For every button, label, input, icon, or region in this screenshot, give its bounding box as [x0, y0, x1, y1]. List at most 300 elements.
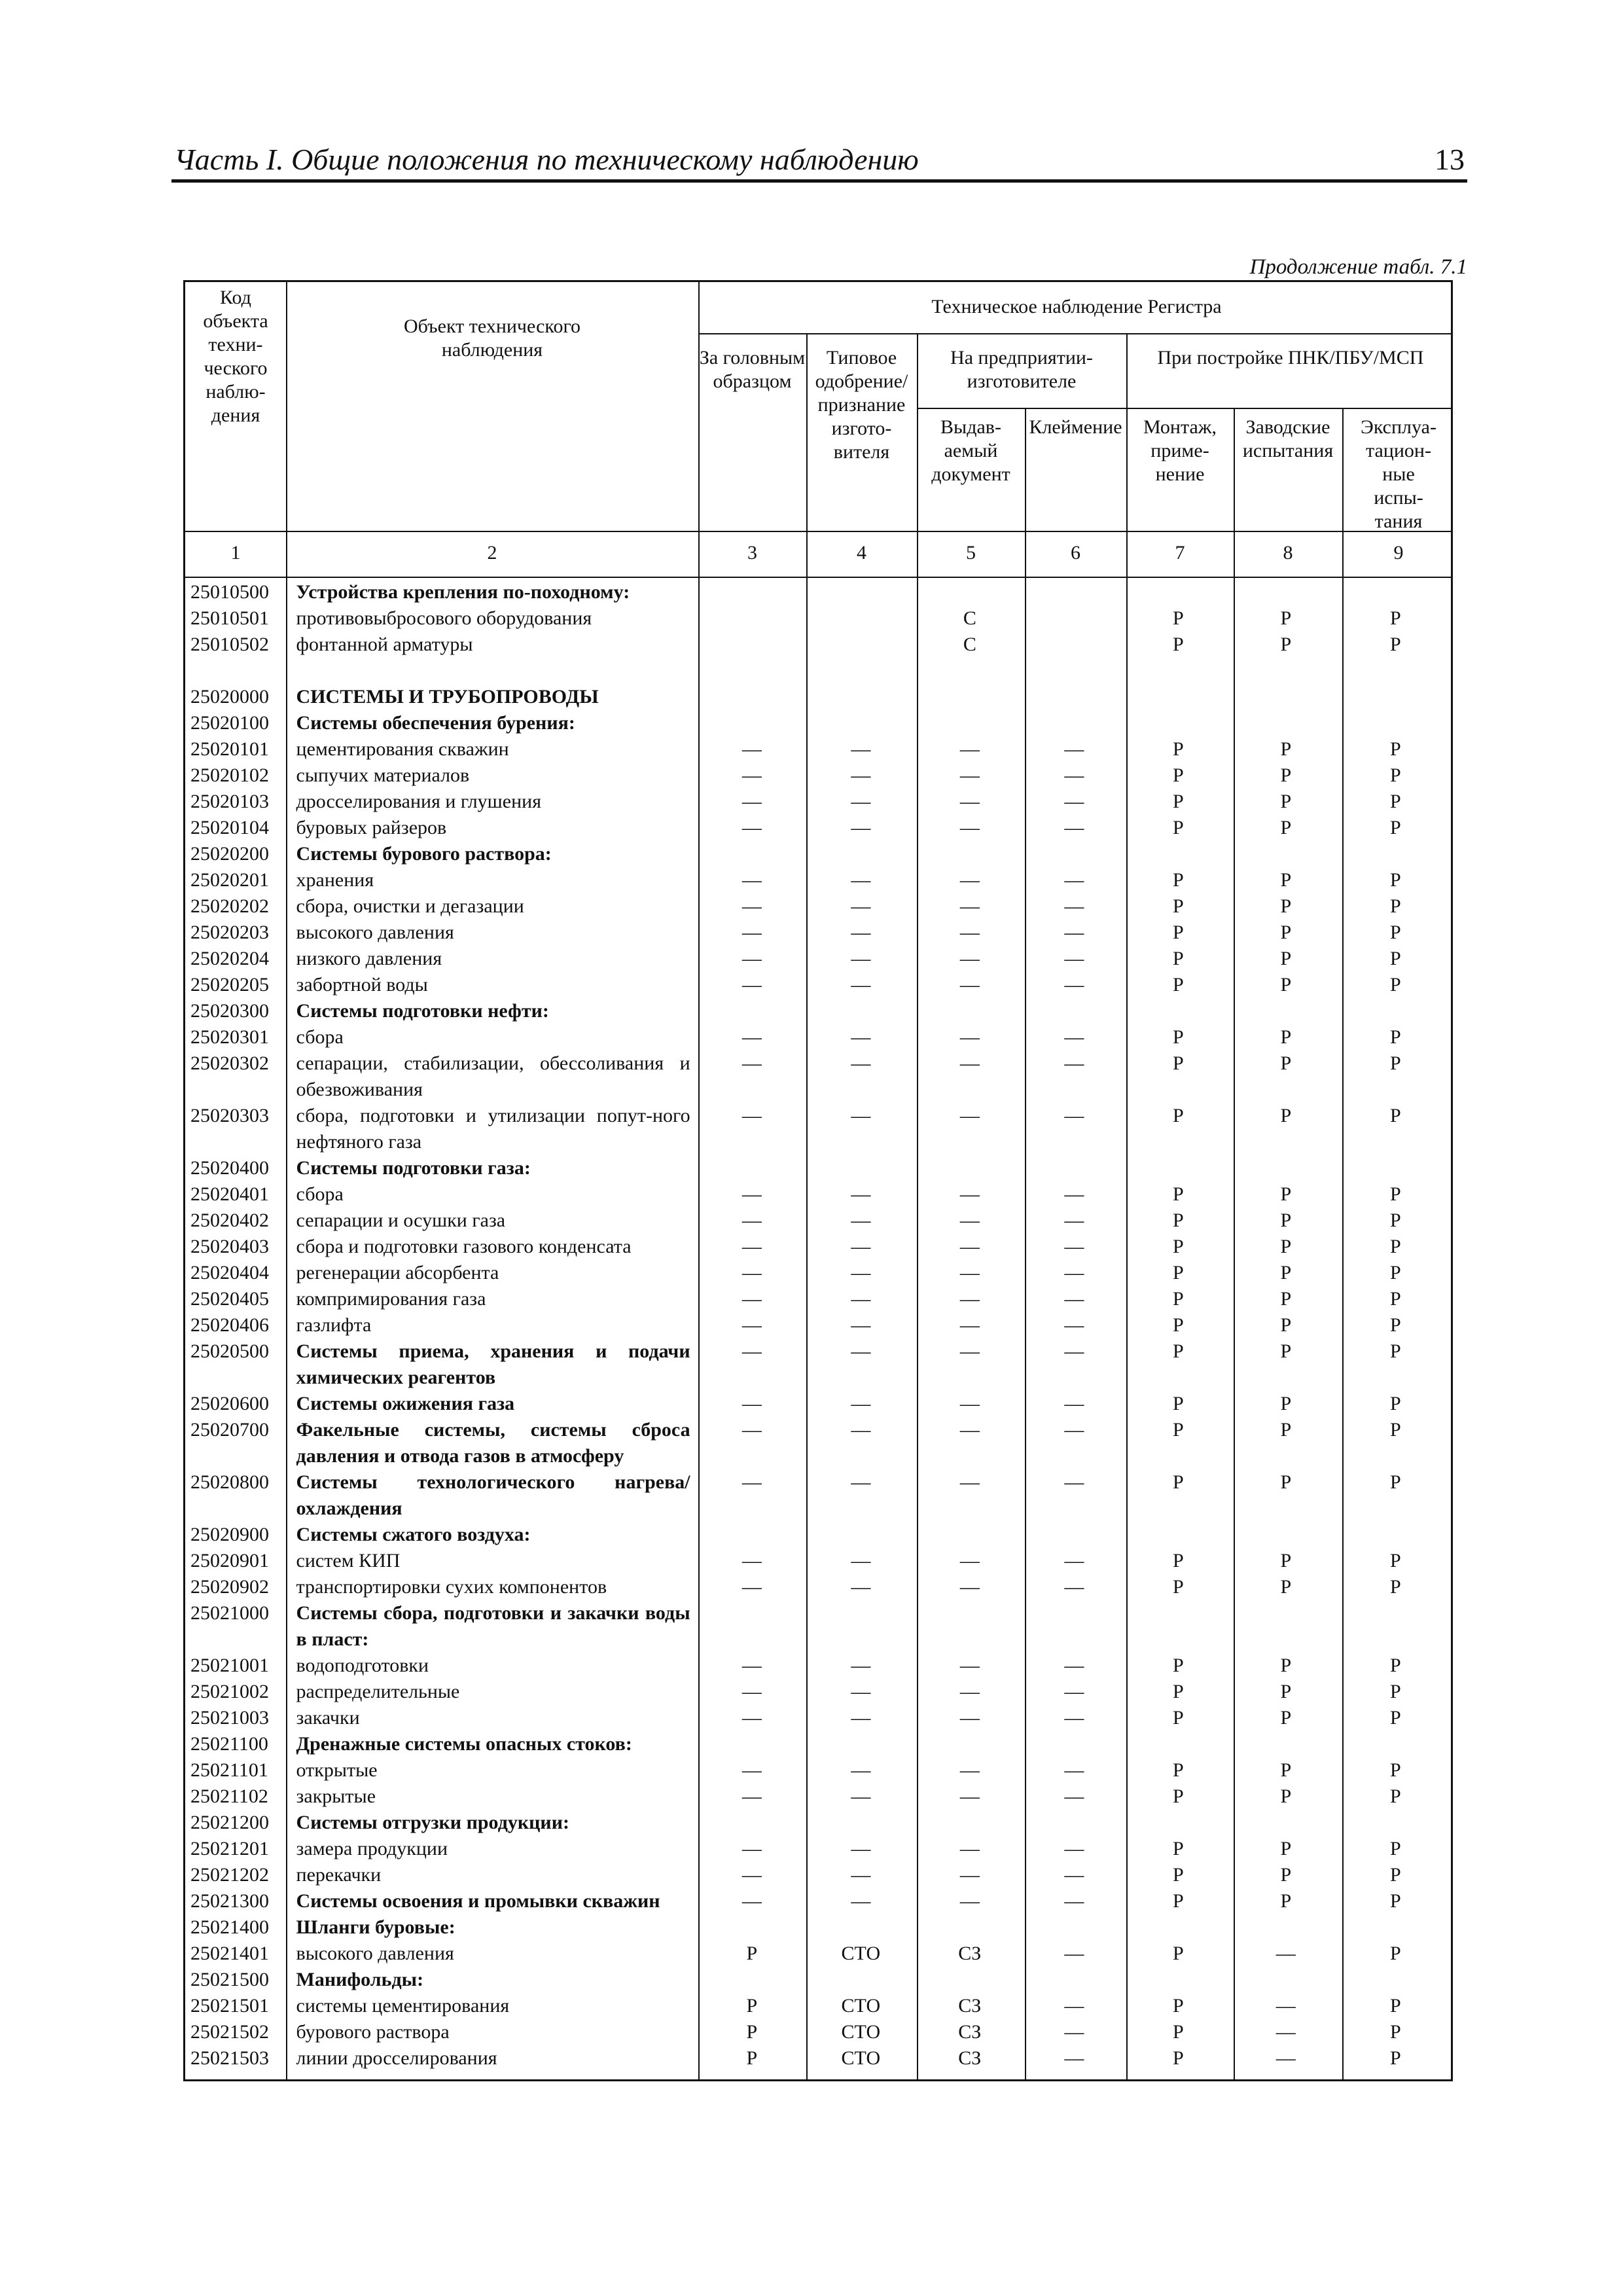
object-name: Факельные системы, системы сброса давления и отвода газов в атмосферу — [296, 1419, 690, 1467]
supervision-value: — — [959, 1262, 980, 1283]
table-row — [185, 1103, 1451, 1155]
supervision-value: — — [1064, 1864, 1084, 1886]
supervision-value — [916, 1914, 1024, 1941]
table-row — [185, 1679, 1451, 1705]
supervision-value: — — [741, 738, 762, 760]
table-body — [185, 579, 1451, 2072]
supervision-value: — — [741, 1052, 762, 1074]
object-name: системы цементирования — [296, 1995, 510, 2017]
supervision-value — [1125, 1522, 1232, 1548]
supervision-value — [1125, 998, 1232, 1024]
table-row — [185, 579, 1451, 605]
supervision-value: — — [959, 1681, 980, 1702]
supervision-value: — — [959, 1236, 980, 1257]
supervision-value: — — [1064, 1393, 1084, 1414]
supervision-value — [698, 1600, 806, 1653]
supervision-value: — — [1275, 2021, 1296, 2043]
object-name: замера продукции — [296, 1838, 448, 1859]
object-name: Системы сбора, подготовки и закачки воды в пласт: — [296, 1602, 690, 1650]
supervision-value: Р — [1280, 1393, 1292, 1414]
supervision-value: СЗ — [958, 1995, 982, 2017]
object-code — [185, 658, 287, 684]
supervision-value: Р — [1280, 817, 1292, 838]
object-code: 25021201 — [190, 1838, 269, 1859]
object-name: Системы бурового раствора: — [296, 843, 552, 865]
supervision-value: Р — [1389, 1576, 1401, 1598]
table-row — [185, 1234, 1451, 1260]
supervision-value: Р — [1389, 2021, 1401, 2043]
table-row — [185, 1888, 1451, 1914]
object-code: 25021003 — [190, 1707, 269, 1729]
page-number: 13 — [1435, 143, 1465, 176]
supervision-value: Р — [1389, 1681, 1401, 1702]
header-register: Техническое наблюдение Регистра — [931, 296, 1222, 317]
supervision-value — [1125, 841, 1232, 867]
supervision-value — [1232, 1600, 1340, 1653]
supervision-value: Р — [1389, 1707, 1401, 1729]
object-code: 25020104 — [190, 817, 269, 838]
supervision-value — [698, 998, 806, 1024]
table-row — [185, 1757, 1451, 1784]
supervision-value — [1024, 1914, 1125, 1941]
supervision-value — [1340, 1810, 1451, 1836]
object-name: Системы отгрузки продукции: — [296, 1812, 569, 1833]
supervision-value: — — [959, 791, 980, 812]
object-name: сепарации, стабилизации, обессоливания и обезвоживания — [296, 1052, 690, 1100]
supervision-value: — — [1064, 1707, 1084, 1729]
supervision-value — [1232, 841, 1340, 867]
supervision-value: — — [1064, 948, 1084, 969]
supervision-value: — — [741, 1838, 762, 1859]
supervision-value: — — [1275, 1995, 1296, 2017]
object-code: 25021002 — [190, 1681, 269, 1702]
table-continuation-caption: Продолжение табл. 7.1 — [1249, 255, 1467, 279]
supervision-value: — — [1064, 1759, 1084, 1781]
supervision-value: — — [851, 764, 871, 786]
supervision-value — [1024, 579, 1125, 605]
supervision-value: Р — [1389, 1471, 1401, 1493]
supervision-value: — — [959, 948, 980, 969]
supervision-value: Р — [1280, 974, 1292, 996]
supervision-value: Р — [1172, 764, 1184, 786]
object-code: 25021300 — [190, 1890, 269, 1912]
supervision-value — [1024, 632, 1125, 658]
supervision-value: Р — [1280, 764, 1292, 786]
object-name: систем КИП — [296, 1550, 401, 1571]
object-name: сбора — [296, 1026, 344, 1048]
supervision-value — [1232, 998, 1340, 1024]
supervision-value: — — [959, 1183, 980, 1205]
supervision-value: — — [851, 1471, 871, 1493]
object-name: закрытые — [296, 1785, 376, 1807]
supervision-value: Р — [1389, 895, 1401, 917]
supervision-value: — — [1064, 2047, 1084, 2069]
supervision-value: — — [1275, 1943, 1296, 1964]
supervision-value: СТО — [841, 2047, 881, 2069]
supervision-value — [1232, 1967, 1340, 1993]
supervision-value: — — [851, 895, 871, 917]
supervision-value: — — [851, 948, 871, 969]
supervision-value: — — [741, 764, 762, 786]
object-name: регенерации абсорбента — [296, 1262, 499, 1283]
supervision-value: Р — [1172, 1471, 1184, 1493]
supervision-value: Р — [1389, 791, 1401, 812]
supervision-value: Р — [1280, 634, 1292, 655]
object-code: 25020403 — [190, 1236, 269, 1257]
supervision-value — [916, 684, 1024, 710]
object-code: 25020600 — [190, 1393, 269, 1414]
table-row — [185, 1941, 1451, 1967]
table-row — [185, 658, 1451, 684]
object-name: Системы технологического нагрева/ охлаждения — [296, 1471, 690, 1519]
table-row — [185, 1286, 1451, 1312]
supervision-value — [916, 579, 1024, 605]
object-name: Системы подготовки газа: — [296, 1157, 531, 1179]
supervision-value: — — [741, 1236, 762, 1257]
object-name: открытые — [296, 1759, 378, 1781]
object-code: 25020902 — [190, 1576, 269, 1598]
supervision-value — [1024, 1967, 1125, 1993]
supervision-value: — — [959, 1340, 980, 1362]
supervision-value — [1024, 605, 1125, 632]
supervision-value: Р — [1389, 1759, 1401, 1781]
supervision-value — [806, 1155, 916, 1181]
supervision-value: Р — [1389, 738, 1401, 760]
table-row — [185, 920, 1451, 946]
col-number: 4 — [857, 542, 866, 564]
supervision-value — [806, 1731, 916, 1757]
supervision-value — [1232, 1522, 1340, 1548]
object-code: 25020900 — [190, 1524, 269, 1545]
supervision-value: — — [851, 1340, 871, 1362]
object-name: распределительные — [296, 1681, 460, 1702]
supervision-value — [698, 579, 806, 605]
table-row — [185, 736, 1451, 762]
object-code: 25021101 — [190, 1759, 268, 1781]
supervision-value: — — [1064, 1210, 1084, 1231]
supervision-value — [916, 1731, 1024, 1757]
object-code: 25021000 — [190, 1602, 269, 1624]
supervision-value: — — [1064, 1471, 1084, 1493]
table-row — [185, 605, 1451, 632]
supervision-value: Р — [1389, 1655, 1401, 1676]
supervision-value — [1232, 684, 1340, 710]
supervision-value: — — [741, 1576, 762, 1598]
supervision-value: Р — [1172, 1576, 1184, 1598]
supervision-value: Р — [1172, 1210, 1184, 1231]
supervision-value: Р — [1172, 1681, 1184, 1702]
supervision-value: — — [1064, 1288, 1084, 1310]
object-code: 25020500 — [190, 1340, 269, 1362]
object-code: 25020103 — [190, 791, 269, 812]
supervision-value: Р — [1172, 634, 1184, 655]
object-code: 25021102 — [190, 1785, 268, 1807]
supervision-value: Р — [1389, 1052, 1401, 1074]
supervision-value: — — [959, 974, 980, 996]
supervision-value — [1024, 1600, 1125, 1653]
supervision-value: Р — [1389, 869, 1401, 891]
equipment-table — [183, 280, 1453, 2081]
supervision-value — [698, 658, 806, 684]
table-row — [185, 1653, 1451, 1679]
table-row — [185, 1784, 1451, 1810]
supervision-value: — — [1064, 1655, 1084, 1676]
supervision-value: Р — [1280, 1314, 1292, 1336]
supervision-value: Р — [1280, 1471, 1292, 1493]
object-name: Устройства крепления по-походному: — [296, 581, 630, 603]
supervision-value: Р — [1280, 1026, 1292, 1048]
supervision-value: — — [851, 1838, 871, 1859]
object-code: 25020405 — [190, 1288, 269, 1310]
supervision-value: — — [741, 1393, 762, 1414]
table-row — [185, 2019, 1451, 2045]
object-code: 25020101 — [190, 738, 269, 760]
object-name: компримирования газа — [296, 1288, 486, 1310]
supervision-value: — — [1064, 869, 1084, 891]
supervision-value: — — [851, 974, 871, 996]
supervision-value: — — [959, 869, 980, 891]
supervision-value: Р — [1172, 2021, 1184, 2043]
supervision-value: — — [959, 1890, 980, 1912]
supervision-value: С — [963, 634, 976, 655]
supervision-value — [1125, 710, 1232, 736]
supervision-value: Р — [1389, 2047, 1401, 2069]
supervision-value: Р — [1280, 1419, 1292, 1441]
object-code: 25021401 — [190, 1943, 269, 1964]
supervision-value — [1340, 658, 1451, 684]
supervision-value — [1024, 684, 1125, 710]
supervision-value — [806, 1600, 916, 1653]
supervision-value: — — [1064, 974, 1084, 996]
object-name: Дренажные системы опасных стоков: — [296, 1733, 632, 1755]
supervision-value: Р — [1172, 1183, 1184, 1205]
supervision-value: СЗ — [958, 2047, 982, 2069]
table-row — [185, 1705, 1451, 1731]
supervision-value: — — [1064, 1550, 1084, 1571]
supervision-value — [806, 1914, 916, 1941]
table-row — [185, 2045, 1451, 2072]
supervision-value: — — [741, 922, 762, 943]
table-row — [185, 867, 1451, 893]
supervision-value: Р — [1172, 1419, 1184, 1441]
supervision-value — [698, 1810, 806, 1836]
supervision-value — [1024, 1810, 1125, 1836]
object-code: 25021202 — [190, 1864, 269, 1886]
object-code: 25021502 — [190, 2021, 269, 2043]
supervision-value — [698, 841, 806, 867]
supervision-value: — — [741, 948, 762, 969]
object-code: 25021500 — [190, 1969, 269, 1990]
supervision-value: Р — [1172, 1236, 1184, 1257]
object-name: СИСТЕМЫ И ТРУБОПРОВОДЫ — [296, 686, 599, 708]
supervision-value: — — [959, 1864, 980, 1886]
supervision-value: — — [1064, 738, 1084, 760]
object-name: сбора, очистки и дегазации — [296, 895, 524, 917]
supervision-value: — — [959, 895, 980, 917]
supervision-value: Р — [1172, 1864, 1184, 1886]
supervision-value: Р — [1389, 764, 1401, 786]
object-code: 25020300 — [190, 1000, 269, 1022]
table-row — [185, 1024, 1451, 1050]
object-name: Системы освоения и промывки скважин — [296, 1890, 660, 1912]
supervision-value: — — [1064, 764, 1084, 786]
supervision-value — [1125, 579, 1232, 605]
header-operational-tests: Эксплуа-тацион-ные испы-тания — [1361, 416, 1436, 532]
supervision-value: — — [741, 1314, 762, 1336]
table-row — [185, 998, 1451, 1024]
object-name: забортной воды — [296, 974, 428, 996]
supervision-value — [1340, 998, 1451, 1024]
table-row — [185, 1600, 1451, 1653]
supervision-value: Р — [1172, 817, 1184, 838]
supervision-value — [698, 605, 806, 632]
supervision-value: — — [959, 1052, 980, 1074]
supervision-value — [1125, 658, 1232, 684]
supervision-value: Р — [1172, 1838, 1184, 1859]
supervision-value — [1024, 1731, 1125, 1757]
supervision-value: — — [1064, 1681, 1084, 1702]
supervision-value: — — [851, 1576, 871, 1598]
supervision-value: — — [959, 1419, 980, 1441]
supervision-value: Р — [1172, 1995, 1184, 2017]
supervision-value: Р — [746, 2021, 758, 2043]
supervision-value: Р — [1172, 607, 1184, 629]
object-name: сбора и подготовки газового конденсата — [296, 1236, 632, 1257]
supervision-value: Р — [1389, 1864, 1401, 1886]
object-name: Шланги буровые: — [296, 1916, 455, 1938]
supervision-value: Р — [1280, 895, 1292, 917]
supervision-value: Р — [1172, 974, 1184, 996]
col-number: 5 — [966, 542, 976, 564]
object-code: 25020303 — [190, 1105, 269, 1126]
table-row — [185, 1181, 1451, 1208]
object-name: фонтанной арматуры — [296, 634, 473, 655]
supervision-value: — — [959, 1393, 980, 1414]
object-name: закачки — [296, 1707, 360, 1729]
supervision-value — [916, 710, 1024, 736]
supervision-value: — — [1064, 2021, 1084, 2043]
supervision-value: Р — [1172, 1393, 1184, 1414]
running-title: Часть I. Общие положения по техническому наблюдению — [174, 143, 919, 176]
supervision-value — [698, 684, 806, 710]
supervision-value: — — [1064, 1890, 1084, 1912]
supervision-value: — — [959, 1707, 980, 1729]
object-name: сепарации и осушки газа — [296, 1210, 506, 1231]
table-row — [185, 815, 1451, 841]
supervision-value — [806, 1810, 916, 1836]
supervision-value — [1232, 1810, 1340, 1836]
table-row — [185, 684, 1451, 710]
supervision-value — [1340, 1731, 1451, 1757]
supervision-value: — — [851, 1759, 871, 1781]
supervision-value: Р — [1172, 1943, 1184, 1964]
header-type-approval: Типовое одобрение/ признание изгото-вителя — [815, 347, 908, 463]
supervision-value: — — [851, 738, 871, 760]
supervision-value — [1125, 1967, 1232, 1993]
supervision-value — [698, 1967, 806, 1993]
supervision-value — [1232, 1155, 1340, 1181]
object-name: перекачки — [296, 1864, 382, 1886]
supervision-value — [1340, 710, 1451, 736]
object-code: 25020205 — [190, 974, 269, 996]
table-row — [185, 1391, 1451, 1417]
supervision-value — [806, 684, 916, 710]
table-row — [185, 1862, 1451, 1888]
object-name: хранения — [296, 869, 374, 891]
supervision-value: Р — [1389, 1262, 1401, 1283]
supervision-value: — — [1064, 1183, 1084, 1205]
object-code: 25021100 — [190, 1733, 268, 1755]
supervision-value: — — [741, 1288, 762, 1310]
supervision-value: — — [1064, 1262, 1084, 1283]
supervision-value: — — [741, 1681, 762, 1702]
supervision-value: Р — [746, 2047, 758, 2069]
supervision-value: Р — [1389, 1890, 1401, 1912]
table-row — [185, 1312, 1451, 1338]
supervision-value — [1340, 841, 1451, 867]
object-name: линии дросселирования — [296, 2047, 497, 2069]
table-row — [185, 1338, 1451, 1391]
supervision-value — [1024, 1522, 1125, 1548]
object-code: 25020406 — [190, 1314, 269, 1336]
supervision-value: Р — [1172, 1052, 1184, 1074]
supervision-value: — — [851, 1550, 871, 1571]
supervision-value: — — [1064, 895, 1084, 917]
supervision-value: — — [1275, 2047, 1296, 2069]
object-name: водоподготовки — [296, 1655, 429, 1676]
supervision-value: Р — [1172, 1105, 1184, 1126]
supervision-value — [1024, 841, 1125, 867]
object-code: 25020302 — [190, 1052, 269, 1074]
supervision-value — [916, 1600, 1024, 1653]
table-row — [185, 893, 1451, 920]
supervision-value — [1232, 1731, 1340, 1757]
supervision-value: Р — [1389, 1393, 1401, 1414]
supervision-value — [806, 605, 916, 632]
supervision-value: Р — [746, 1943, 758, 1964]
supervision-value: Р — [1389, 1314, 1401, 1336]
supervision-value: — — [851, 1183, 871, 1205]
supervision-value: Р — [1280, 1288, 1292, 1310]
supervision-value: — — [959, 1785, 980, 1807]
supervision-value: Р — [1280, 1655, 1292, 1676]
supervision-value — [1232, 579, 1340, 605]
supervision-value — [806, 710, 916, 736]
object-code: 25021200 — [190, 1812, 269, 1833]
supervision-value: — — [741, 1707, 762, 1729]
object-code: 25021001 — [190, 1655, 269, 1676]
supervision-value: — — [851, 1026, 871, 1048]
supervision-value: — — [741, 895, 762, 917]
supervision-value: Р — [1389, 1183, 1401, 1205]
supervision-value — [806, 579, 916, 605]
object-code: 25021501 — [190, 1995, 269, 2017]
supervision-value: — — [959, 1838, 980, 1859]
supervision-value: Р — [1172, 1707, 1184, 1729]
object-code: 25020200 — [190, 843, 269, 865]
supervision-value: Р — [1280, 1550, 1292, 1571]
supervision-value: Р — [1280, 1864, 1292, 1886]
supervision-value: Р — [1172, 1655, 1184, 1676]
supervision-value: Р — [1280, 1183, 1292, 1205]
object-name: сыпучих материалов — [296, 764, 470, 786]
table-row — [185, 1050, 1451, 1103]
supervision-value — [1125, 684, 1232, 710]
supervision-value: СТО — [841, 1943, 881, 1964]
supervision-value — [1340, 579, 1451, 605]
supervision-value — [1024, 658, 1125, 684]
supervision-value: Р — [1280, 738, 1292, 760]
